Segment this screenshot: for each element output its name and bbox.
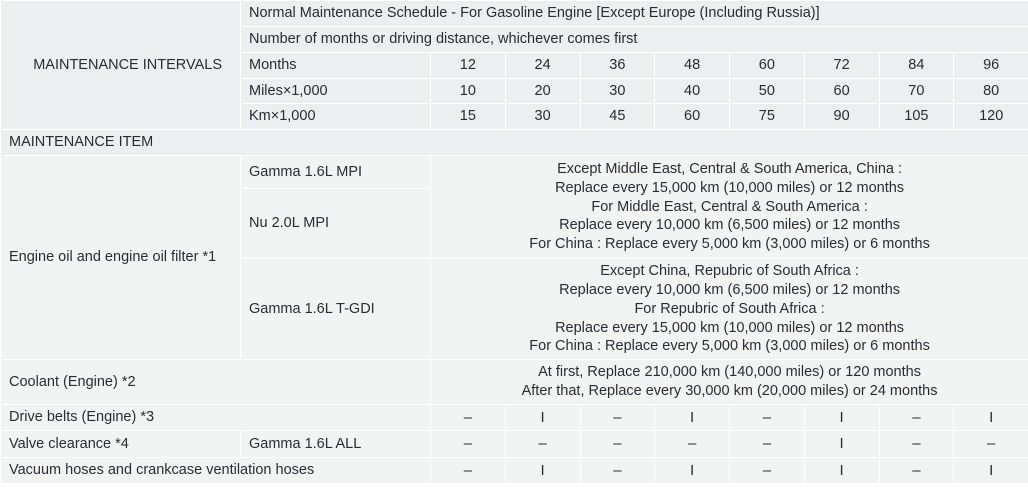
engine-nu-20l-mpi: Nu 2.0L MPI — [241, 189, 431, 259]
interval-value: 36 — [580, 52, 655, 78]
interval-mark: I — [505, 457, 580, 484]
interval-value: 12 — [431, 52, 506, 78]
desc-line: Replace every 10,000 km (6,500 miles) or 12 months — [559, 281, 901, 298]
coolant-description — [431, 360, 1028, 405]
interval-mark: – — [505, 431, 580, 458]
interval-mark: I — [655, 404, 730, 431]
interval-value: 120 — [954, 104, 1028, 130]
interval-value: 80 — [954, 78, 1028, 104]
desc-line: At first, Replace 210,000 km (140,000 miles) or 120 months — [538, 364, 921, 381]
interval-value: 90 — [804, 104, 879, 130]
schedule-subtitle: Number of months or driving distance, whichever comes first — [241, 26, 1028, 52]
interval-value: 50 — [730, 78, 805, 104]
row-drive-belts — [1, 404, 1028, 431]
desc-line: For Repubric of South Africa : — [634, 300, 825, 317]
item-name-valve-clearance: Valve clearance *4 — [1, 431, 241, 458]
interval-value: 48 — [655, 52, 730, 78]
interval-mark: – — [431, 457, 506, 484]
interval-value: 24 — [505, 52, 580, 78]
interval-mark: – — [730, 404, 805, 431]
interval-mark: – — [954, 431, 1028, 458]
desc-line: After that, Replace every 30,000 km (20,000 miles) or 24 months — [521, 383, 938, 400]
interval-value: 30 — [505, 104, 580, 130]
interval-row-label: Miles×1,000 — [241, 78, 431, 104]
schedule-title-row — [1, 1, 1028, 27]
interval-value: 105 — [879, 104, 954, 130]
interval-mark: – — [580, 404, 655, 431]
interval-value: 20 — [505, 78, 580, 104]
interval-value: 60 — [730, 52, 805, 78]
interval-mark: I — [804, 431, 879, 458]
interval-value: 10 — [431, 78, 506, 104]
maintenance-item-band-row — [1, 130, 1028, 156]
interval-mark: – — [879, 431, 954, 458]
engine-gamma-16l-mpi: Gamma 1.6L MPI — [241, 156, 431, 189]
item-name-engine-oil: Engine oil and engine oil filter *1 — [1, 156, 241, 360]
interval-mark: – — [730, 457, 805, 484]
interval-mark: I — [505, 404, 580, 431]
interval-mark: – — [580, 431, 655, 458]
maintenance-intervals-label: MAINTENANCE INTERVALS — [33, 56, 222, 73]
interval-row-label: Months — [241, 52, 431, 78]
interval-value: 84 — [879, 52, 954, 78]
desc-line: For China : Replace every 5,000 km (3,000 miles) or 6 months — [529, 338, 930, 355]
desc-line: Except Middle East, Central & South America, China : — [557, 160, 903, 177]
item-name-vacuum-hoses: Vacuum hoses and crankcase ventilation hoses — [1, 457, 431, 484]
engine-gamma-16l-all: Gamma 1.6L ALL — [241, 431, 431, 458]
intervals-label-cell — [1, 1, 241, 130]
interval-value: 96 — [954, 52, 1028, 78]
item-name-coolant: Coolant (Engine) *2 — [1, 360, 431, 405]
interval-mark: – — [879, 457, 954, 484]
interval-mark: – — [655, 431, 730, 458]
desc-line: Replace every 10,000 km (6,500 miles) or 12 months — [559, 217, 901, 234]
interval-mark: I — [655, 457, 730, 484]
interval-value: 15 — [431, 104, 506, 130]
row-engine-oil-gamma-mpi — [1, 156, 1028, 189]
desc-line: Replace every 15,000 km (10,000 miles) or 12 months — [555, 179, 905, 196]
maintenance-item-band-label: MAINTENANCE ITEM — [1, 130, 1028, 156]
desc-line: For Middle East, Central & South America : — [591, 198, 868, 215]
row-coolant — [1, 360, 1028, 405]
interval-value: 70 — [879, 78, 954, 104]
interval-mark: I — [804, 457, 879, 484]
interval-value: 45 — [580, 104, 655, 130]
interval-value: 60 — [804, 78, 879, 104]
interval-value: 60 — [655, 104, 730, 130]
row-valve-clearance — [1, 431, 1028, 458]
row-vacuum-hoses — [1, 457, 1028, 484]
interval-mark: I — [954, 404, 1028, 431]
interval-mark: – — [879, 404, 954, 431]
engine-oil-mpi-description — [431, 156, 1028, 259]
desc-line: Except China, Repubric of South Africa : — [600, 263, 859, 280]
desc-line: Replace every 15,000 km (10,000 miles) or 12 months — [555, 319, 905, 336]
schedule-title: Normal Maintenance Schedule - For Gasoline Engine [Except Europe (Including Russia)] — [241, 1, 1028, 27]
interval-mark: – — [580, 457, 655, 484]
engine-gamma-16l-tgdi: Gamma 1.6L T-GDI — [241, 259, 431, 360]
engine-oil-tgdi-description — [431, 259, 1028, 360]
interval-value: 40 — [655, 78, 730, 104]
interval-row-label: Km×1,000 — [241, 104, 431, 130]
interval-mark: I — [804, 404, 879, 431]
item-name-drive-belts: Drive belts (Engine) *3 — [1, 404, 431, 431]
interval-mark: I — [954, 457, 1028, 484]
interval-value: 72 — [804, 52, 879, 78]
interval-mark: – — [431, 431, 506, 458]
interval-value: 75 — [730, 104, 805, 130]
interval-mark: – — [730, 431, 805, 458]
interval-value: 30 — [580, 78, 655, 104]
desc-line: For China : Replace every 5,000 km (3,000 miles) or 6 months — [529, 236, 930, 253]
interval-mark: – — [431, 404, 506, 431]
